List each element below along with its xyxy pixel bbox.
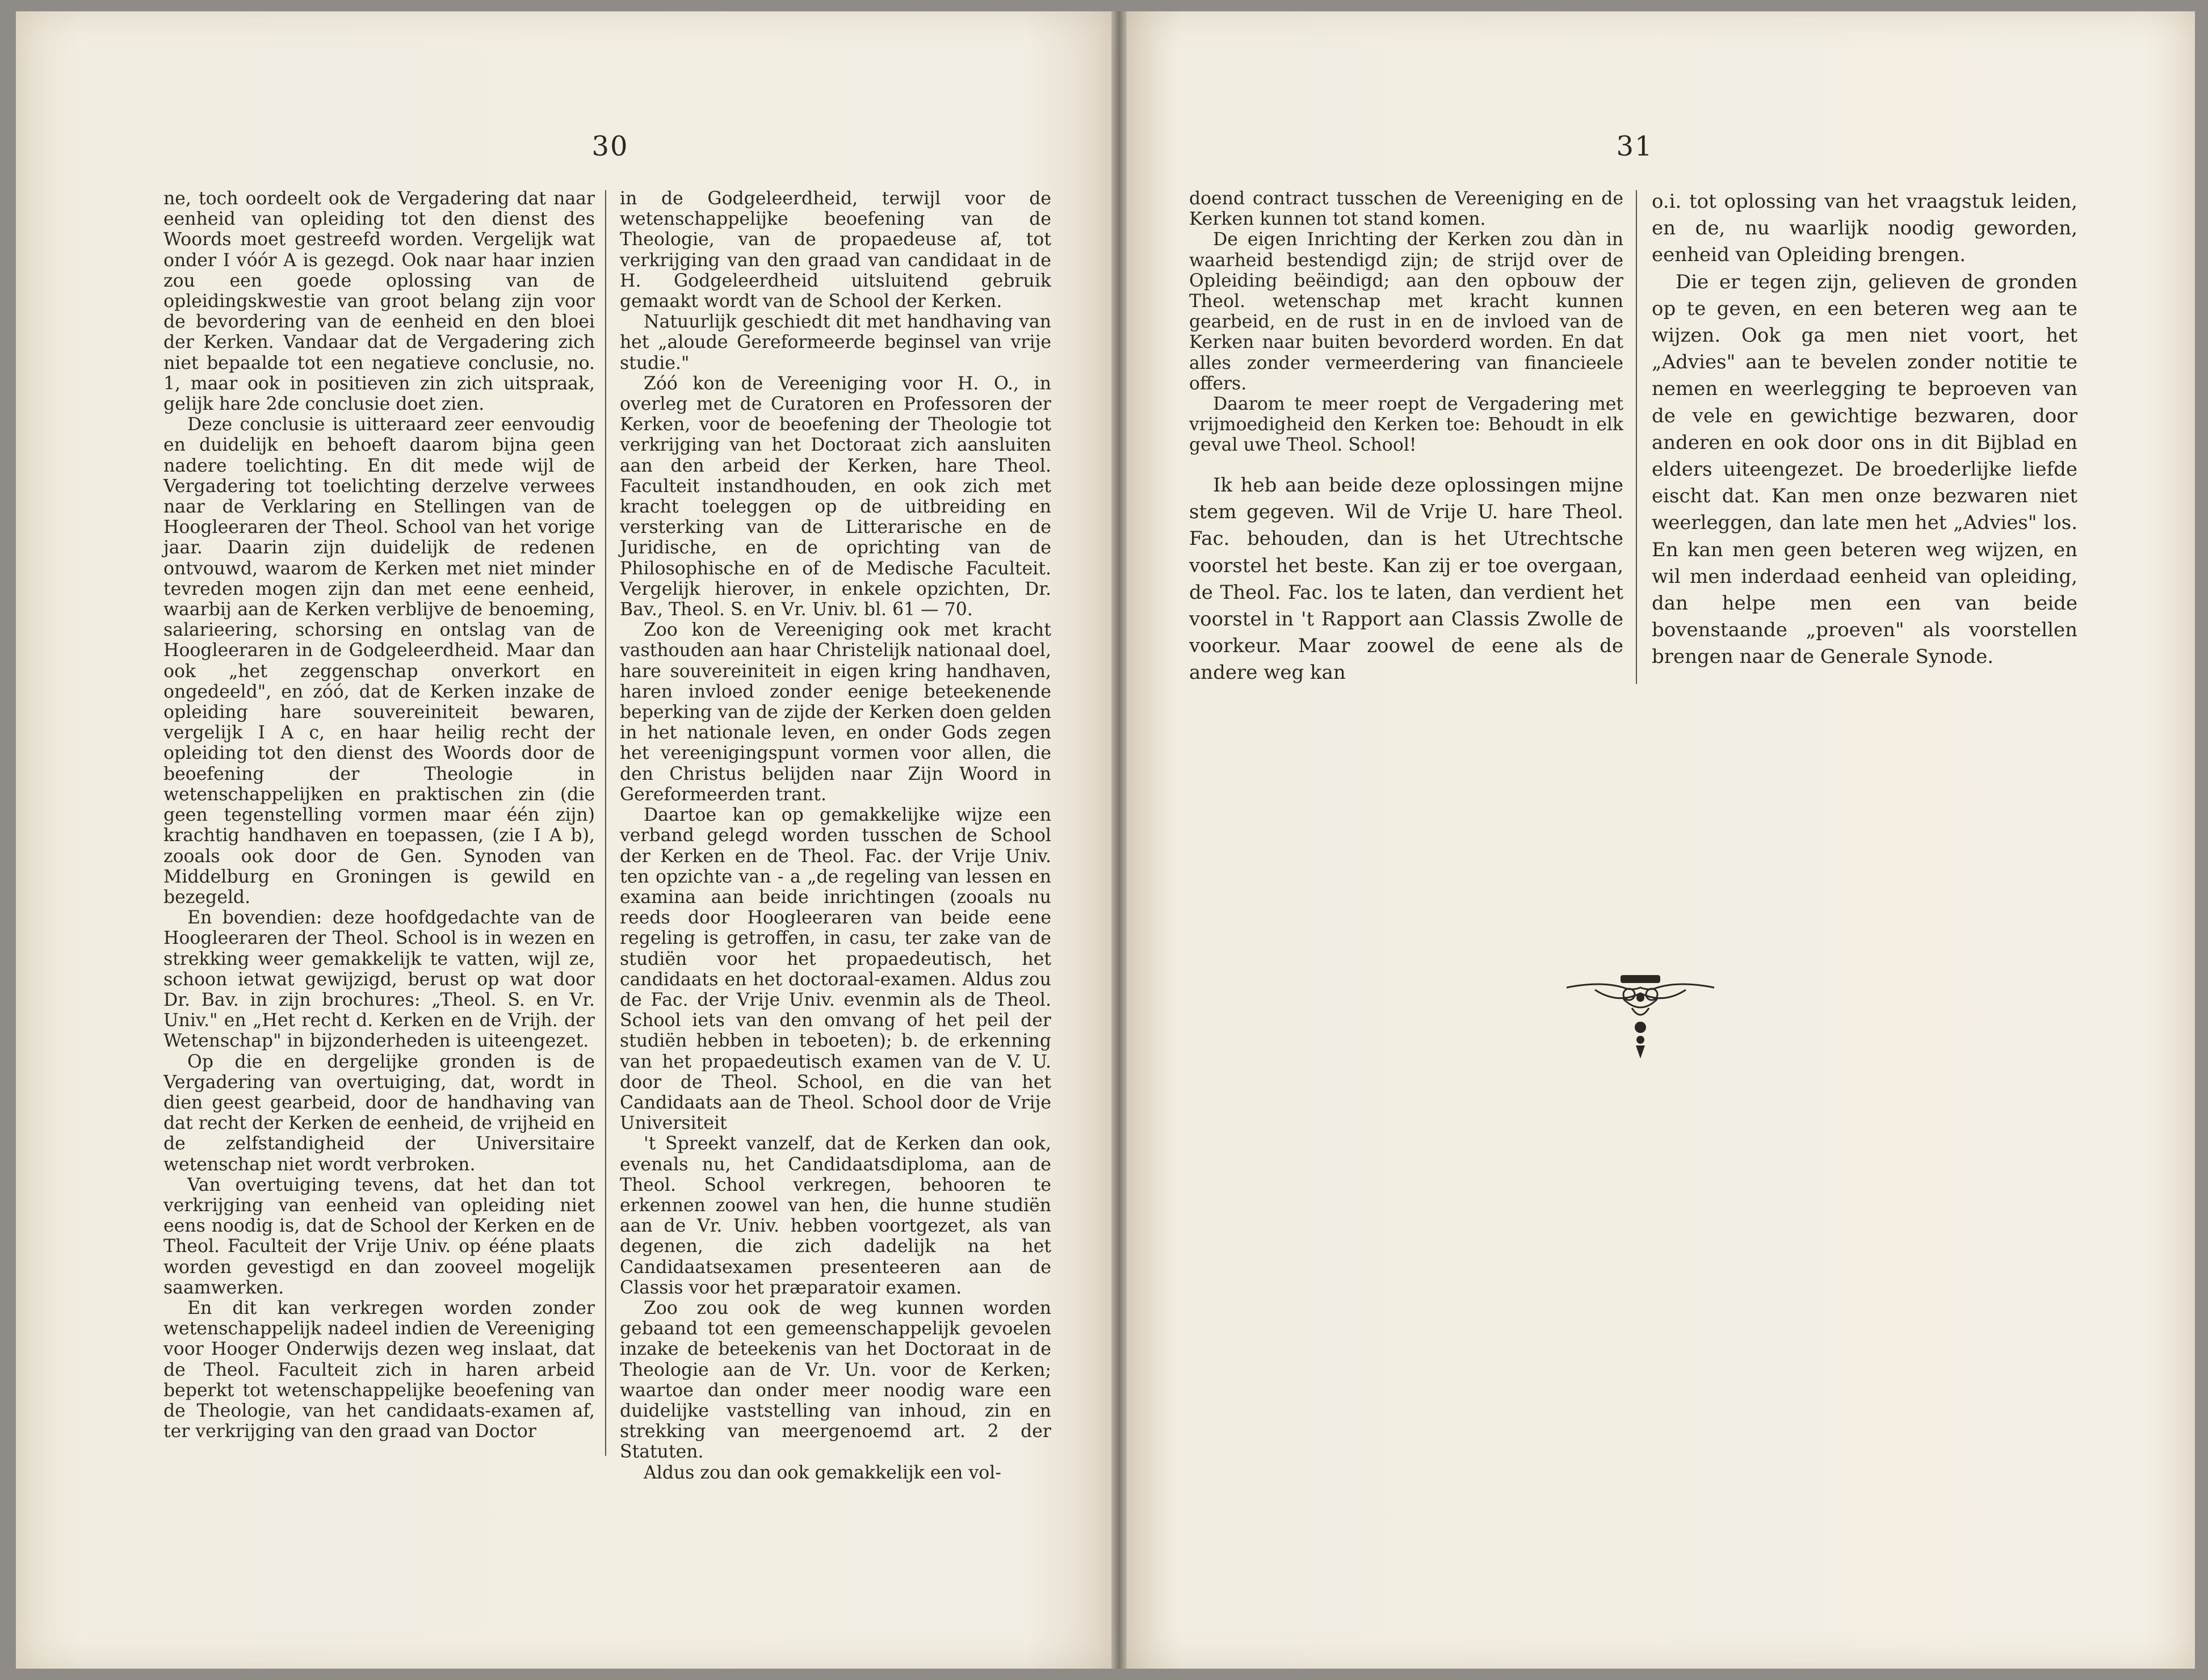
paragraph: De eigen Inrichting der Kerken zou dàn in waarheid bestendigd zijn; de strijd over de Opleiding beëindigd; aan den opbouw der Theol. wetenschap met kracht kunnen gearbeid, en de rust in en de invloed van de Kerken naar buiten bevorderd worden. En dat alles zonder vermeerdering van financieele offers. (1189, 229, 1623, 394)
paragraph: doend contract tusschen de Vereeniging en de Kerken kunnen tot stand komen. (1189, 188, 1623, 230)
paragraph: Daartoe kan op gemakkelijke wijze een verband gelegd worden tusschen de School der Kerken en de Theol. Fac. der Vrije Univ. ten opzichte van - a „de regeling van lessen en examina aan beide inrichtingen (zooals nu reeds door Hoogleeraren van beide eene regeling is getroffen, in casu, ter zake van de studiën voor het propaedeutisch, het candidaats en het doctoraal-examen. Aldus zou de Fac. der Vrije Univ. evenmin als de Theol. School iets van den omvang of het peil der studiën hebben in teboeten); b. de erkenning van het propaedeutisch examen van de V. U. door de Theol. School, en die van het Candidaats aan de Theol. School door de Vrije Universiteit (620, 805, 1051, 1134)
paragraph: Zoo kon de Vereeniging ook met kracht vasthouden aan haar Christelijk nationaal doel, hare souvereiniteit in eigen kring handhaven, haren invloed zonder eenige beteekenende beperking van de zijde der Kerken doen gelden in het nationale leven, en onder Gods zegen het vereenigingspunt vormen voor allen, die den Christus belijden naar Zijn Woord in Gereformeerden trant. (620, 620, 1051, 805)
paragraph: in de Godgeleerdheid, terwijl voor de wetenschappelijke beoefening van de Theologie, van de propaedeuse af, tot verkrijging van den graad van candidaat in de H. Godgeleerdheid uitsluitend gebruik gemaakt wordt van de School der Kerken. (620, 188, 1051, 312)
decorative-ornament-icon (1561, 971, 1720, 1061)
paragraph: 't Spreekt vanzelf, dat de Kerken dan ook, evenals nu, het Candidaatsdiploma, aan de Theol. School verkregen, behooren te erkennen zoowel van hen, die hunne studiën aan de Vr. Univ. hebben voortgezet, als van degenen, die zich dadelijk na het Candidaatsexamen presenteeren aan de Classis voor het præparatoir examen. (620, 1133, 1051, 1298)
book-gutter (1111, 11, 1127, 1669)
text-column-2 (620, 188, 1051, 1483)
column-rule-left (605, 190, 606, 1456)
paragraph: Aldus zou dan ook gemakkelijk een vol- (644, 1462, 1001, 1483)
paragraph: En bovendien: deze hoofdgedachte van de Hoogleeraren der Theol. School is in wezen en strekking weer gemakkelijk te vatten, wijl ze, schoon ietwat gewijzigd, berust op wat door Dr. Bav. in zijn brochures: „Theol. S. en Vr. Univ." en „Het recht d. Kerken en de Vrijh. der Wetenschap" in bijzonderheden is uiteengezet. (163, 908, 595, 1052)
paragraph: Ik heb aan beide deze oplossingen mijne stem gegeven. Wil de Vrije U. hare Theol. Fac. behouden, dan is het Utrechtsche voorstel het beste. Kan zij er toe overgaan, de Theol. Fac. los te laten, dan verdient het voorstel in 't Rapport aan Classis Zwolle de voorkeur. Maar zoowel de eene als de andere weg kan (1189, 474, 1623, 684)
page-number-right: 31 (1616, 131, 1653, 162)
paragraph: Zoo zou ook de weg kunnen worden gebaand tot een gemeenschappelijk gevoelen inzake de beteekenis van het Doctoraat in de Theologie aan de Vr. Un. voor de Kerken; waartoe dan onder meer noodig ware een duidelijke vaststelling van inhoud, zin en strekking van meergenoemd art. 2 der Statuten. (620, 1297, 1051, 1463)
paragraph: Van overtuiging tevens, dat het dan tot verkrijging van eenheid van opleiding niet eens noodig is, dat de School der Kerken en de Theol. Faculteit der Vrije Univ. op ééne plaats worden gevestigd en dan zooveel mogelijk saamwerken. (163, 1174, 595, 1298)
paragraph: ne, toch oordeelt ook de Vergadering dat naar eenheid van opleiding tot den dienst des Woords moet gestreefd worden. Vergelijk wat onder I vóór A is gezegd. Ook naar haar inzien zou een goede oplossing van de opleidingskwestie van groot belang zijn voor de bevordering van de eenheid en den bloei der Kerken. Vandaar dat de Vergadering zich niet bepaalde tot een negatieve conclusie, no. 1, maar ook in positieven zin zich uitspraak, gelijk hare 2de conclusie doet zien. (163, 188, 595, 415)
paragraph: o.i. tot oplossing van het vraagstuk leiden, en de, nu waarlijk noodig geworden, eenheid van Opleiding brengen. (1652, 190, 2077, 267)
text-column-3 (1189, 188, 1623, 456)
text-column-4 (1652, 188, 2077, 671)
text-column-1 (163, 188, 595, 1442)
paragraph: Natuurlijk geschiedt dit met handhaving van het „aloude Gereformeerde beginsel van vrije studie." (620, 312, 1051, 373)
paragraph: Op die en dergelijke gronden is de Vergadering van overtuiging, dat, wordt in dien geest gearbeid, door de handhaving van dat recht der Kerken de eenheid, de vrijheid en de zelfstandigheid der Universitaire wetenschap niet wordt verbroken. (163, 1051, 595, 1175)
paragraph: Zóó kon de Vereeniging voor H. O., in overleg met de Curatoren en Professoren der Kerken, voor de beoefening der Theologie tot verkrijging van het Doctoraat zich aansluiten aan den arbeid der Kerken, hare Theol. Faculteit instandhouden, en ook zich met kracht toeleggen op de uitbreiding en versterking van de Litterarische en de Juridische, en de oprichting van de Philosophische en of de Medische Faculteit. Vergelijk hierover, in enkele opzichten, Dr. Bav., Theol. S. en Vr. Univ. bl. 61 — 70. (620, 373, 1051, 620)
paragraph: Daarom te meer roept de Vergadering met vrijmoedigheid den Kerken toe: Behoudt in elk geval uwe Theol. School! (1189, 394, 1623, 456)
page-number-left: 30 (591, 131, 629, 162)
paragraph: Die er tegen zijn, gelieven de gronden op te geven, en een beteren weg aan te wijzen. Ook ga men niet voort, het „Advies" aan te bevelen zonder notitie te nemen en weerlegging te beproeven van de vele en gewichtige bezwaren, door anderen en ook door ons in dit Bijblad en elders uiteengezet. De broederlijke liefde eischt dat. Kan men onze bezwaren niet weerleggen, dan late men het „Advies" los. En kan men geen beteren weg wijzen, en wil men inderdaad eenheid van opleiding, dan helpe men een van beide bovenstaande „proeven" als voorstellen brengen naar de Generale Synode. (1652, 270, 2077, 669)
paragraph: Deze conclusie is uitteraard zeer eenvoudig en duidelijk en behoeft daarom bijna geen nadere toelichting. En dit mede wijl de Vergadering tot toelichting derzelve verwees naar de Verklaring en Stellingen van de Hoogleeraren der Theol. School van het vorige jaar. Daarin zijn duidelijk de redenen ontvouwd, waarom de Kerken met niet minder tevreden mogen zijn dan met eene eenheid, waarbij aan de Kerken verblijve de benoeming, salarieering, schorsing en ontslag van de Hoogleeraren in de Godgeleerdheid. Maar dan ook „het zeggenschap onverkort en ongedeeld", en zóó, dat de Kerken inzake de opleiding hare souvereiniteit bewaren, vergelijk I A c, en haar heilig recht der opleiding tot den dienst des Woords door de beoefening der Theologie in wetenschappelijken en praktischen zin (die geen tegenstelling vormen maar één zijn) krachtig handhaven en toepassen, (zie I A b), zooals ook door de Gen. Synoden van Middelburg en Groningen is gewild en bezegeld. (163, 414, 595, 908)
paragraph: En dit kan verkregen worden zonder wetenschappelijk nadeel indien de Vereeniging voor Hooger Onderwijs dezen weg inslaat, dat de Theol. Faculteit zich in haren arbeid beperkt tot wetenschappelijke beoefening van de Theologie, van het candidaats-examen af, ter verkrijging van den graad van Doctor (163, 1297, 595, 1442)
column-rule-right (1636, 190, 1637, 684)
text-column-3-continued (1189, 472, 1623, 687)
